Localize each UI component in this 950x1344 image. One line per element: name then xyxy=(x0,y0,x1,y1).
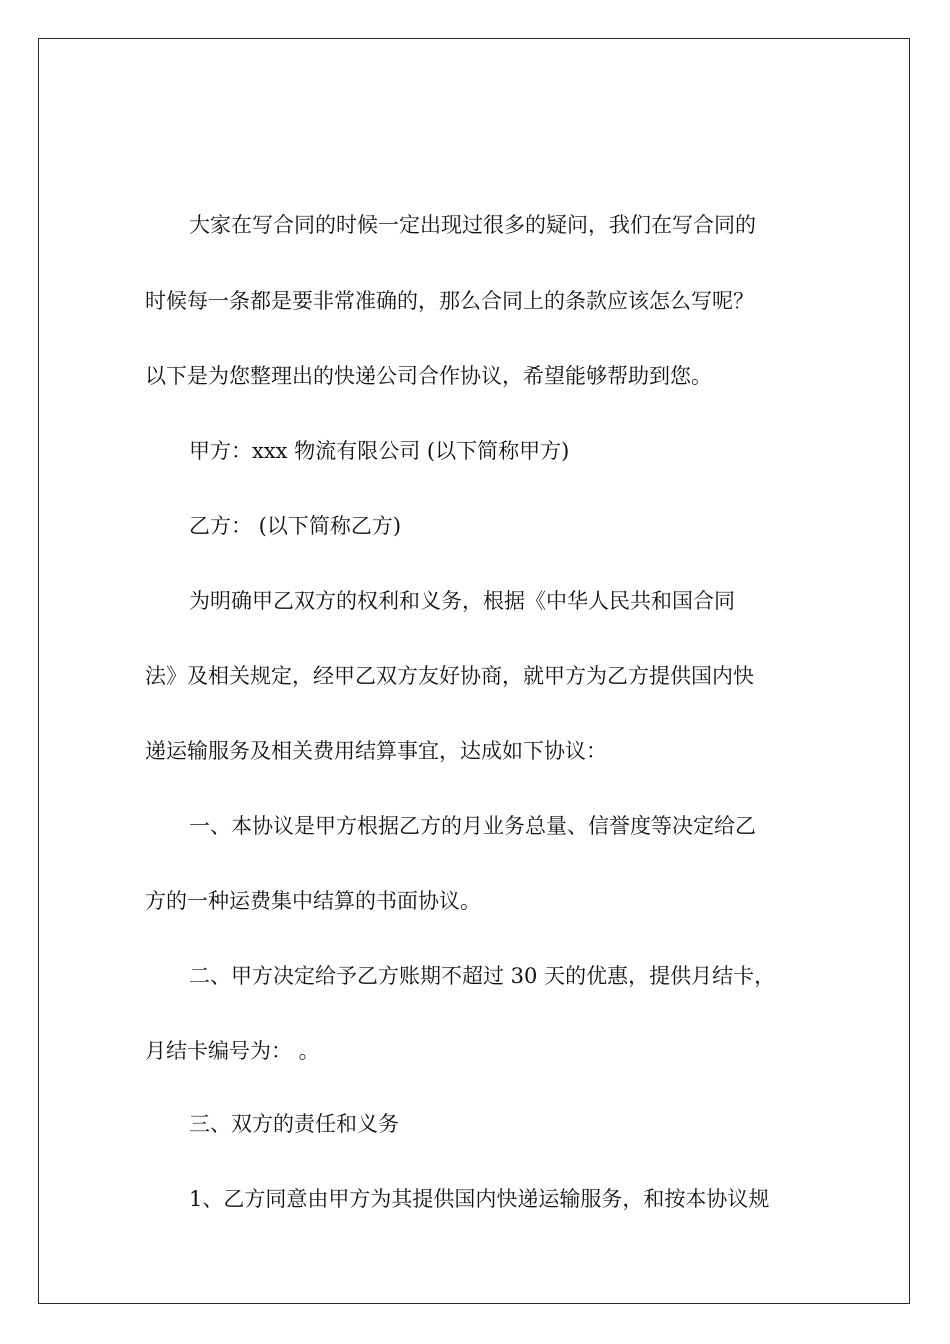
paragraph-purpose-line-3: 递运输服务及相关费用结算事宜，达成如下协议： xyxy=(145,739,607,763)
party-a-line: 甲方：xxx 物流有限公司 (以下简称甲方) xyxy=(189,439,570,463)
clause-3-heading: 三、双方的责任和义务 xyxy=(189,1112,399,1136)
paragraph-purpose-line-1: 为明确甲乙双方的权利和义务，根据《中华人民共和国合同 xyxy=(189,589,735,613)
paragraph-intro-line-1: 大家在写合同的时候一定出现过很多的疑问，我们在写合同的 xyxy=(189,213,756,237)
party-b-line: 乙方： (以下简称乙方) xyxy=(189,514,402,538)
clause-2-line-1: 二、甲方决定给予乙方账期不超过 30 天的优惠，提供月结卡， xyxy=(189,964,776,988)
clause-1-line-1: 一、本协议是甲方根据乙方的月业务总量、信誉度等决定给乙 xyxy=(189,814,756,838)
paragraph-intro-line-2: 时候每一条都是要非常准确的，那么合同上的条款应该怎么写呢？ xyxy=(145,289,754,313)
clause-3-item-1: 1、乙方同意由甲方为其提供国内快递运输服务，和按本协议规 xyxy=(189,1187,770,1211)
paragraph-intro-line-3: 以下是为您整理出的快递公司合作协议，希望能够帮助到您。 xyxy=(145,364,712,388)
clause-1-line-2: 方的一种运费集中结算的书面协议。 xyxy=(145,889,481,913)
paragraph-purpose-line-2: 法》及相关规定，经甲乙双方友好协商，就甲方为乙方提供国内快 xyxy=(145,664,754,688)
clause-2-line-2: 月结卡编号为： 。 xyxy=(145,1039,320,1063)
